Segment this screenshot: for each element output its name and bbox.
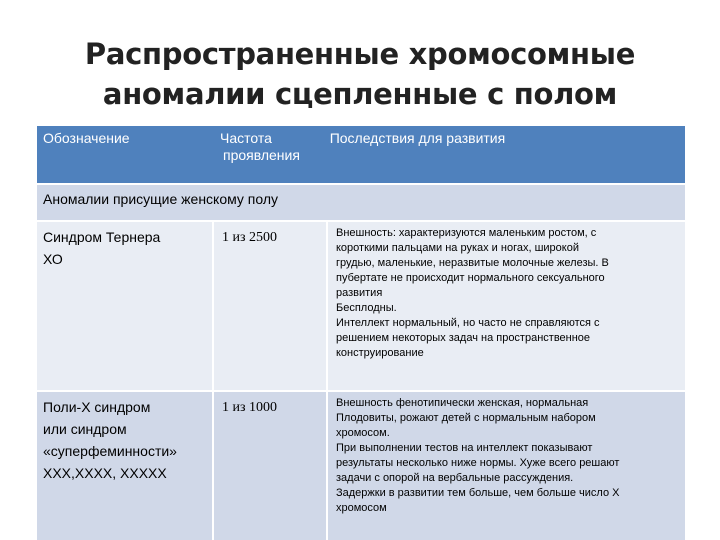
header-designation: Обозначение [37,126,213,184]
row-name: Поли-Х синдром или синдром «суперфеминности» XXX,XXXX, XXXXX [37,391,213,540]
row-frequency: 1 из 1000 [213,391,327,540]
table-row [37,221,685,391]
section-row [37,184,685,221]
title-line-1: Распространенные хромосомные [84,37,636,71]
row-frequency: 1 из 2500 [213,221,327,391]
row-name: Синдром Тернера ХО [37,221,213,391]
table-header-row [37,126,685,184]
header-frequency-consequences [213,126,685,184]
slide-title [40,34,680,114]
header-consequences: Последствия для развития [329,130,506,146]
table-row [37,391,685,540]
section-label: Аномалии присущие женскому полу [37,184,685,221]
header-frequency: Частота [220,130,272,146]
anomalies-table [37,126,685,540]
title-line-2: аномалии сцепленные с полом [102,77,618,111]
header-frequency-line2: проявления [223,147,300,163]
row-consequences: Внешность фенотипически женская, нормальная Плодовиты, рожают детей с нормальным набором хромосом. При выполнении тестов на интеллект показывают результаты несколько ниже нормы. Хуже всего решают задачи с опорой на вербальные рассуждения. Задержки в развитии тем больше, чем больше число Х хромосом [327,391,685,540]
row-consequences: Внешность: характеризуются маленьким ростом, с короткими пальцами на руках и ногах, широкой грудью, маленькие, неразвитые молочные железы. В пубертате не происходит нормального сексуального развития Бесплодны. Интеллект нормальный, но часто не справляются с решением некоторых задач на пространственное конструирование [327,221,685,391]
